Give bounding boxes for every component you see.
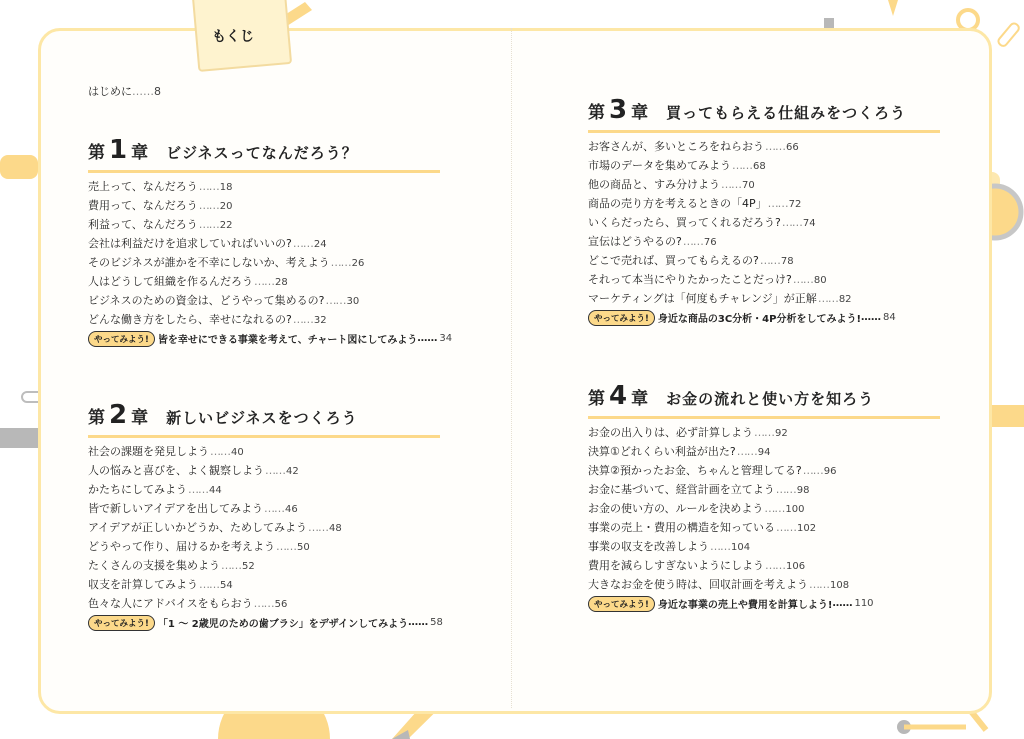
toc-entry[interactable]	[88, 575, 440, 594]
chapter-suffix: 章	[631, 389, 649, 409]
toc-entry-dots: ……	[754, 426, 774, 439]
toc-entry-label: 他の商品と、すみ分けよう	[588, 178, 720, 191]
chapter-3	[588, 95, 940, 327]
try-it-page: 34	[439, 333, 453, 344]
toc-entry-page: 76	[703, 237, 717, 248]
chapter-prefix: 第	[88, 408, 105, 428]
toc-entry[interactable]	[88, 461, 440, 480]
toc-entry-dots: ……	[292, 313, 313, 326]
toc-entry-page: 100	[785, 504, 805, 515]
toc-entry-label: 宣伝はどうやるの?	[588, 235, 682, 248]
toc-entry-page: 18	[219, 182, 233, 193]
toc-entry-dots: ……	[759, 254, 780, 267]
chapter-heading	[588, 95, 940, 133]
chapter-title: お金の流れと使い方を知ろう	[666, 390, 875, 408]
toc-entry-label: お客さんが、多いところをねらおう	[588, 140, 764, 153]
page-gutter	[511, 28, 512, 708]
toc-entry[interactable]	[588, 137, 940, 156]
toc-entry-dots: ……	[775, 483, 796, 496]
toc-entry-page: 20	[219, 201, 233, 212]
toc-entry-page: 94	[757, 447, 771, 458]
try-it-label: 身近な商品の3C分析・4P分析をしてみよう!	[657, 314, 862, 325]
toc-entry-page: 30	[346, 296, 360, 307]
toc-entry-label: 人の悩みと喜びを、よく観察しよう	[88, 464, 264, 477]
toc-entry-dots: ……	[732, 159, 752, 172]
toc-entry-dots: ……	[188, 483, 208, 496]
try-it-entry[interactable]	[588, 308, 940, 327]
intro-entry[interactable]	[88, 83, 161, 99]
toc-entry-label: お金の出入りは、必ず計算しよう	[588, 426, 753, 439]
toc-entry[interactable]	[588, 518, 940, 537]
toc-entry-page: 42	[286, 466, 299, 477]
chapter-item-list	[588, 423, 940, 594]
chapter-number: 3	[609, 95, 628, 125]
toc-entry-label: 大きなお金を使う時は、回収計画を考えよう	[588, 578, 808, 591]
toc-entry-dots: ……	[199, 578, 219, 591]
toc-entry[interactable]	[588, 213, 940, 232]
toc-entry-label: 市場のデータを集めてみよう	[588, 159, 731, 172]
toc-entry-label: 利益って、なんだろう	[88, 218, 198, 231]
try-it-entry[interactable]	[588, 594, 940, 613]
intro-page: 8	[154, 85, 161, 98]
toc-entry[interactable]	[588, 289, 940, 308]
toc-entry[interactable]	[588, 461, 940, 480]
toc-title: もくじ	[212, 29, 254, 45]
toc-entry-page: 92	[775, 428, 788, 439]
toc-entry-label: ビジネスのための資金は、どうやって集めるの?	[88, 294, 325, 307]
toc-entry-page: 24	[313, 239, 327, 250]
toc-entry[interactable]	[88, 594, 440, 613]
toc-entry-dots: ……	[308, 521, 329, 534]
toc-entry-dots: ……	[781, 216, 802, 229]
toc-entry[interactable]	[88, 196, 440, 215]
toc-entry-dots: ……	[809, 578, 829, 591]
toc-entry-dots: ……	[817, 292, 838, 305]
toc-entry-dots: ……	[276, 540, 296, 553]
chapter-heading	[88, 400, 440, 438]
try-it-dots: ……	[832, 598, 853, 609]
toc-entry-label: アイデアが正しいかどうか、ためしてみよう	[88, 521, 308, 534]
toc-entry-page: 52	[242, 561, 255, 572]
toc-entry-page: 26	[351, 258, 365, 269]
toc-entry-page: 40	[231, 447, 244, 458]
toc-entry-page: 72	[788, 199, 802, 210]
chapter-number: 2	[109, 400, 128, 430]
try-it-page: 84	[883, 312, 896, 323]
toc-entry-dots: ……	[776, 521, 796, 534]
toc-entry[interactable]	[588, 480, 940, 499]
toc-entry-dots: ……	[721, 178, 741, 191]
toc-entry-page: 66	[786, 142, 799, 153]
toc-entry-label: いくらだったら、買ってくれるだろう?	[588, 216, 781, 229]
chapter-item-list	[88, 177, 440, 329]
toc-entry-dots: ……	[767, 197, 788, 210]
toc-entry[interactable]	[88, 253, 440, 272]
toc-entry-dots: ……	[764, 502, 785, 515]
toc-entry[interactable]	[588, 556, 940, 575]
toc-entry-label: 売上って、なんだろう	[88, 180, 198, 193]
try-it-dots: ……	[861, 312, 882, 323]
toc-entry-page: 44	[209, 485, 222, 496]
toc-entry-dots: ……	[736, 445, 757, 458]
toc-entry-label: 費用って、なんだろう	[88, 199, 198, 212]
toc-entry[interactable]	[88, 291, 440, 310]
toc-entry[interactable]	[588, 194, 940, 213]
toc-entry[interactable]	[588, 537, 940, 556]
toc-entry-page: 108	[830, 580, 850, 591]
try-it-page: 58	[430, 617, 443, 628]
toc-entry-dots: ……	[198, 218, 219, 231]
try-it-entry[interactable]	[88, 329, 453, 348]
toc-entry[interactable]	[88, 272, 440, 291]
toc-entry-label: 色々な人にアドバイスをもらおう	[88, 597, 253, 610]
toc-entry-page: 74	[802, 218, 816, 229]
chapter-title: ビジネスってなんだろう？	[166, 144, 358, 162]
toc-entry-label: 収支を計算してみよう	[88, 578, 198, 591]
toc-entry-page: 54	[220, 580, 233, 591]
toc-entry-label: たくさんの支援を集めよう	[88, 559, 220, 572]
toc-entry-dots: ……	[221, 559, 241, 572]
toc-entry-label: どこで売れば、買ってもらえるの?	[588, 254, 759, 267]
toc-entry-label: マーケティングは「何度もチャレンジ」が正解	[588, 292, 817, 305]
toc-entry-dots: ……	[264, 502, 285, 515]
chapter-suffix: 章	[131, 143, 149, 163]
toc-entry-dots: ……	[198, 180, 219, 193]
toc-entry[interactable]	[588, 175, 940, 194]
chapter-suffix: 章	[631, 103, 649, 123]
chapter-1	[88, 135, 453, 348]
chapter-2	[88, 400, 443, 632]
try-it-label: 「1 ～ 2歳児のための歯ブラシ」をデザインしてみよう	[157, 619, 409, 630]
try-it-label: 皆を幸せにできる事業を考えて、チャート図にしてみよう	[157, 335, 418, 346]
toc-entry-label: それって本当にやりたかったことだっけ?	[588, 273, 792, 286]
toc-entry[interactable]	[88, 537, 440, 556]
toc-entry-dots: ……	[253, 597, 274, 610]
toc-entry-page: 98	[796, 485, 810, 496]
toc-entry-page: 102	[797, 523, 817, 534]
toc-entry[interactable]	[88, 518, 440, 537]
try-it-badge: やってみよう!	[588, 310, 655, 326]
chapter-item-list	[88, 442, 440, 613]
toc-entry-label: お金に基づいて、経営計画を立てよう	[588, 483, 775, 496]
toc-entry[interactable]	[588, 575, 940, 594]
toc-entry-dots: ……	[292, 237, 313, 250]
toc-entry-dots: ……	[710, 540, 730, 553]
toc-entry[interactable]	[88, 480, 440, 499]
toc-entry[interactable]	[88, 310, 440, 329]
toc-entry-dots: ……	[765, 559, 785, 572]
chapter-title: 新しいビジネスをつくろう	[166, 409, 358, 427]
toc-entry-page: 96	[823, 466, 837, 477]
toc-entry[interactable]	[88, 442, 440, 461]
toc-entry-page: 70	[742, 180, 755, 191]
try-it-badge: やってみよう!	[88, 615, 155, 631]
toc-entry-page: 28	[275, 277, 288, 288]
toc-entry[interactable]	[88, 234, 440, 253]
intro-label: はじめに	[88, 85, 132, 98]
toc-entry-page: 104	[731, 542, 751, 553]
toc-entry-dots: ……	[254, 275, 274, 288]
toc-entry-page: 46	[285, 504, 298, 515]
toc-entry-label: どうやって作り、届けるかを考えよう	[88, 540, 275, 553]
toc-entry-dots: ……	[765, 140, 785, 153]
try-it-badge: やってみよう!	[88, 331, 155, 347]
toc-entry[interactable]	[588, 499, 940, 518]
toc-entry-label: 商品の売り方を考えるときの「4P」	[588, 197, 767, 210]
toc-entry-label: 皆で新しいアイデアを出してみよう	[88, 502, 264, 515]
try-it-entry[interactable]	[88, 613, 443, 632]
toc-entry-label: そのビジネスが誰かを不幸にしないか、考えよう	[88, 256, 330, 269]
toc-entry-dots: ……	[330, 256, 351, 269]
chapter-number: 4	[609, 381, 628, 411]
toc-entry-page: 106	[786, 561, 806, 572]
toc-entry[interactable]	[88, 177, 440, 196]
toc-entry-label: どんな働き方をしたら、幸せになれるの?	[88, 313, 292, 326]
toc-entry[interactable]	[88, 215, 440, 234]
toc-entry-page: 56	[274, 599, 288, 610]
toc-entry[interactable]	[588, 232, 940, 251]
toc-entry-page: 48	[329, 523, 342, 534]
toc-entry-label: 会社は利益だけを追求していればいいの?	[88, 237, 292, 250]
try-it-page: 110	[854, 598, 874, 609]
try-it-dots: ……	[408, 617, 429, 628]
chapter-prefix: 第	[588, 103, 605, 123]
toc-entry-label: 事業の売上・費用の構造を知っている	[588, 521, 775, 534]
toc-entry-label: お金の使い方の、ルールを決めよう	[588, 502, 764, 515]
toc-entry-page: 80	[813, 275, 827, 286]
toc-entry-dots: ……	[802, 464, 823, 477]
toc-entry-label: 事業の収支を改善しよう	[588, 540, 709, 553]
chapter-title: 買ってもらえる仕組みをつくろう	[666, 104, 907, 122]
chapter-item-list	[588, 137, 940, 308]
toc-entry-label: 費用を減らしすぎないようにしよう	[588, 559, 764, 572]
toc-entry-label: 人はどうして組織を作るんだろう	[88, 275, 253, 288]
chapter-heading	[588, 381, 940, 419]
toc-entry-dots: ……	[198, 199, 219, 212]
toc-entry-dots: ……	[682, 235, 703, 248]
toc-entry[interactable]	[588, 442, 940, 461]
toc-entry-dots: ……	[265, 464, 285, 477]
toc-entry-dots: ……	[210, 445, 230, 458]
toc-entry-dots: ……	[792, 273, 813, 286]
toc-entry-label: 決算①どれくらい利益が出た?	[588, 445, 736, 458]
toc-entry-page: 78	[780, 256, 794, 267]
toc-entry-page: 82	[838, 294, 852, 305]
try-it-label: 身近な事業の売上や費用を計算しよう!	[657, 600, 833, 611]
toc-entry-label: 社会の課題を発見しよう	[88, 445, 209, 458]
toc-entry[interactable]	[588, 270, 940, 289]
toc-entry[interactable]	[88, 499, 440, 518]
intro-dots: ……	[132, 85, 154, 98]
chapter-number: 1	[109, 135, 128, 165]
try-it-badge: やってみよう!	[588, 596, 655, 612]
chapter-suffix: 章	[131, 408, 149, 428]
toc-entry[interactable]	[88, 556, 440, 575]
toc-entry-label: かたちにしてみよう	[88, 483, 187, 496]
toc-entry-label: 決算②預かったお金、ちゃんと管理してる?	[588, 464, 802, 477]
toc-entry-page: 32	[313, 315, 327, 326]
toc-entry[interactable]	[588, 156, 940, 175]
toc-entry-page: 68	[753, 161, 766, 172]
chapter-prefix: 第	[588, 389, 605, 409]
chapter-4	[588, 381, 940, 613]
toc-entry-page: 22	[219, 220, 233, 231]
chapter-heading	[88, 135, 440, 173]
toc-entry[interactable]	[588, 423, 940, 442]
try-it-dots: ……	[417, 333, 438, 344]
toc-entry-dots: ……	[325, 294, 346, 307]
toc-entry-page: 50	[297, 542, 310, 553]
toc-entry[interactable]	[588, 251, 940, 270]
chapter-prefix: 第	[88, 143, 105, 163]
